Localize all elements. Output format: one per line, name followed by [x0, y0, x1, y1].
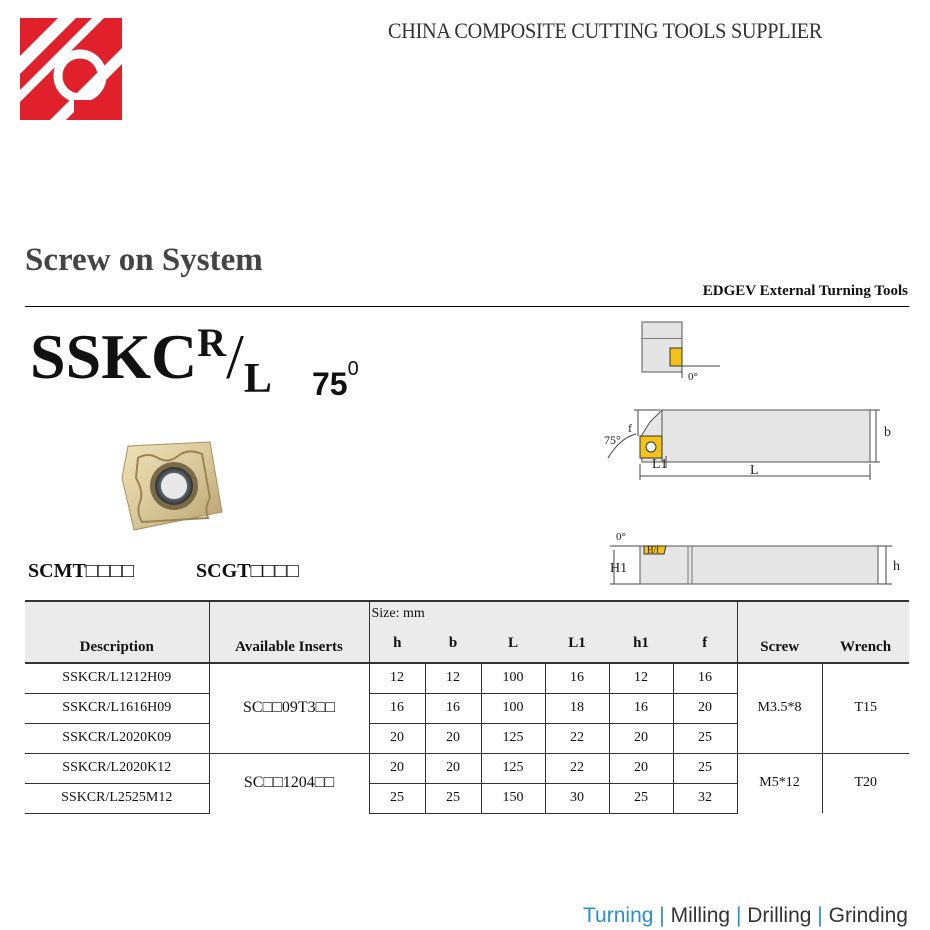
approach-angle: [312, 358, 359, 403]
cell-L1: 22: [545, 723, 609, 753]
cell-description: SSKCR/L2020K09: [25, 723, 209, 753]
model-title: [30, 320, 272, 402]
tagline-turning: Turning: [583, 904, 654, 927]
col-b: b: [425, 625, 481, 663]
cell-h: 16: [369, 693, 425, 723]
cell-insert: SC□□1204□□: [209, 753, 369, 813]
hf-label: H/f: [647, 545, 659, 555]
h1-label: H1: [610, 561, 628, 576]
divider-line: [25, 306, 909, 307]
col-wrench: Wrench: [822, 601, 909, 663]
model-sub: L: [243, 356, 272, 402]
cell-f: 20: [673, 693, 737, 723]
cell-wrench: T15: [822, 663, 909, 753]
h-label: h: [893, 559, 900, 574]
cell-L1: 22: [545, 753, 609, 783]
L-label: L: [750, 463, 759, 478]
model-base: SSKC: [30, 321, 198, 392]
brand-logo-icon: [20, 18, 122, 120]
table-row: [25, 753, 909, 783]
cell-f: 25: [673, 723, 737, 753]
b-label: b: [884, 425, 891, 440]
tagline-milling: Milling: [670, 904, 731, 927]
angle-top-label: 0°: [688, 371, 698, 383]
cell-insert: SC□□09T3□□: [209, 663, 369, 753]
cell-h: 20: [369, 723, 425, 753]
cell-f: 25: [673, 753, 737, 783]
cell-f: 16: [673, 663, 737, 693]
col-screw: Screw: [737, 601, 822, 663]
section-title: Screw on System: [25, 242, 263, 278]
supplier-heading: CHINA COMPOSITE CUTTING TOOLS SUPPLIER: [388, 18, 823, 43]
cell-L1: 30: [545, 783, 609, 813]
cell-screw: M5*12: [737, 753, 822, 813]
cell-h1: 20: [609, 753, 673, 783]
tagline-drilling: Drilling: [747, 904, 812, 927]
angle-value: 75: [312, 366, 348, 402]
spec-table: [25, 600, 909, 814]
tagline-sep-1: |: [659, 904, 665, 927]
cell-L: 150: [481, 783, 545, 813]
cell-L: 125: [481, 753, 545, 783]
col-L1: L1: [545, 625, 609, 663]
cell-h1: 12: [609, 663, 673, 693]
col-h1: h1: [609, 625, 673, 663]
col-description: Description: [25, 601, 209, 663]
angle-bottom-label: 0°: [616, 531, 626, 543]
angle-side-label: 75°: [604, 433, 621, 447]
cell-description: SSKCR/L1212H09: [25, 663, 209, 693]
cell-b: 25: [425, 783, 481, 813]
cell-h: 20: [369, 753, 425, 783]
insert-type-scmt: SCMT□□□□: [28, 560, 135, 582]
tagline-grinding: Grinding: [828, 904, 908, 927]
cell-h: 12: [369, 663, 425, 693]
col-f: f: [673, 625, 737, 663]
cell-b: 16: [425, 693, 481, 723]
bottom-view: [610, 531, 900, 584]
side-view: [604, 410, 891, 480]
tagline-sep-3: |: [817, 904, 823, 927]
col-L: L: [481, 625, 545, 663]
cell-h: 25: [369, 783, 425, 813]
model-slash: /: [226, 321, 244, 392]
insert-type-scgt: SCGT□□□□: [196, 560, 299, 582]
cell-description: SSKCR/L1616H09: [25, 693, 209, 723]
table-row: [25, 663, 909, 693]
cell-h1: 25: [609, 783, 673, 813]
cell-b: 20: [425, 753, 481, 783]
tagline-sep-2: |: [735, 904, 742, 927]
col-h: h: [369, 625, 425, 663]
cell-b: 20: [425, 723, 481, 753]
insert-image: [118, 438, 228, 538]
cell-L: 100: [481, 663, 545, 693]
cell-L1: 18: [545, 693, 609, 723]
cell-h1: 20: [609, 723, 673, 753]
cell-screw: M3.5*8: [737, 663, 822, 753]
table-body: [25, 663, 909, 813]
cell-wrench: T20: [822, 753, 909, 813]
model-sup: R: [197, 320, 227, 365]
cell-b: 12: [425, 663, 481, 693]
cell-description: SSKCR/L2525M12: [25, 783, 209, 813]
col-inserts: Available Inserts: [209, 601, 369, 663]
f-label: f: [628, 421, 632, 435]
cell-h1: 16: [609, 693, 673, 723]
cell-f: 32: [673, 783, 737, 813]
L1-label: L1: [652, 457, 668, 472]
cell-L: 125: [481, 723, 545, 753]
cell-L1: 16: [545, 663, 609, 693]
tool-diagram: [600, 318, 910, 593]
section-subtitle: EDGEV External Turning Tools: [702, 283, 908, 299]
tagline: [583, 904, 908, 928]
top-view: [642, 322, 720, 383]
angle-unit: 0: [347, 358, 359, 380]
col-size: Size: mm: [369, 601, 737, 625]
cell-L: 100: [481, 693, 545, 723]
cell-description: SSKCR/L2020K12: [25, 753, 209, 783]
